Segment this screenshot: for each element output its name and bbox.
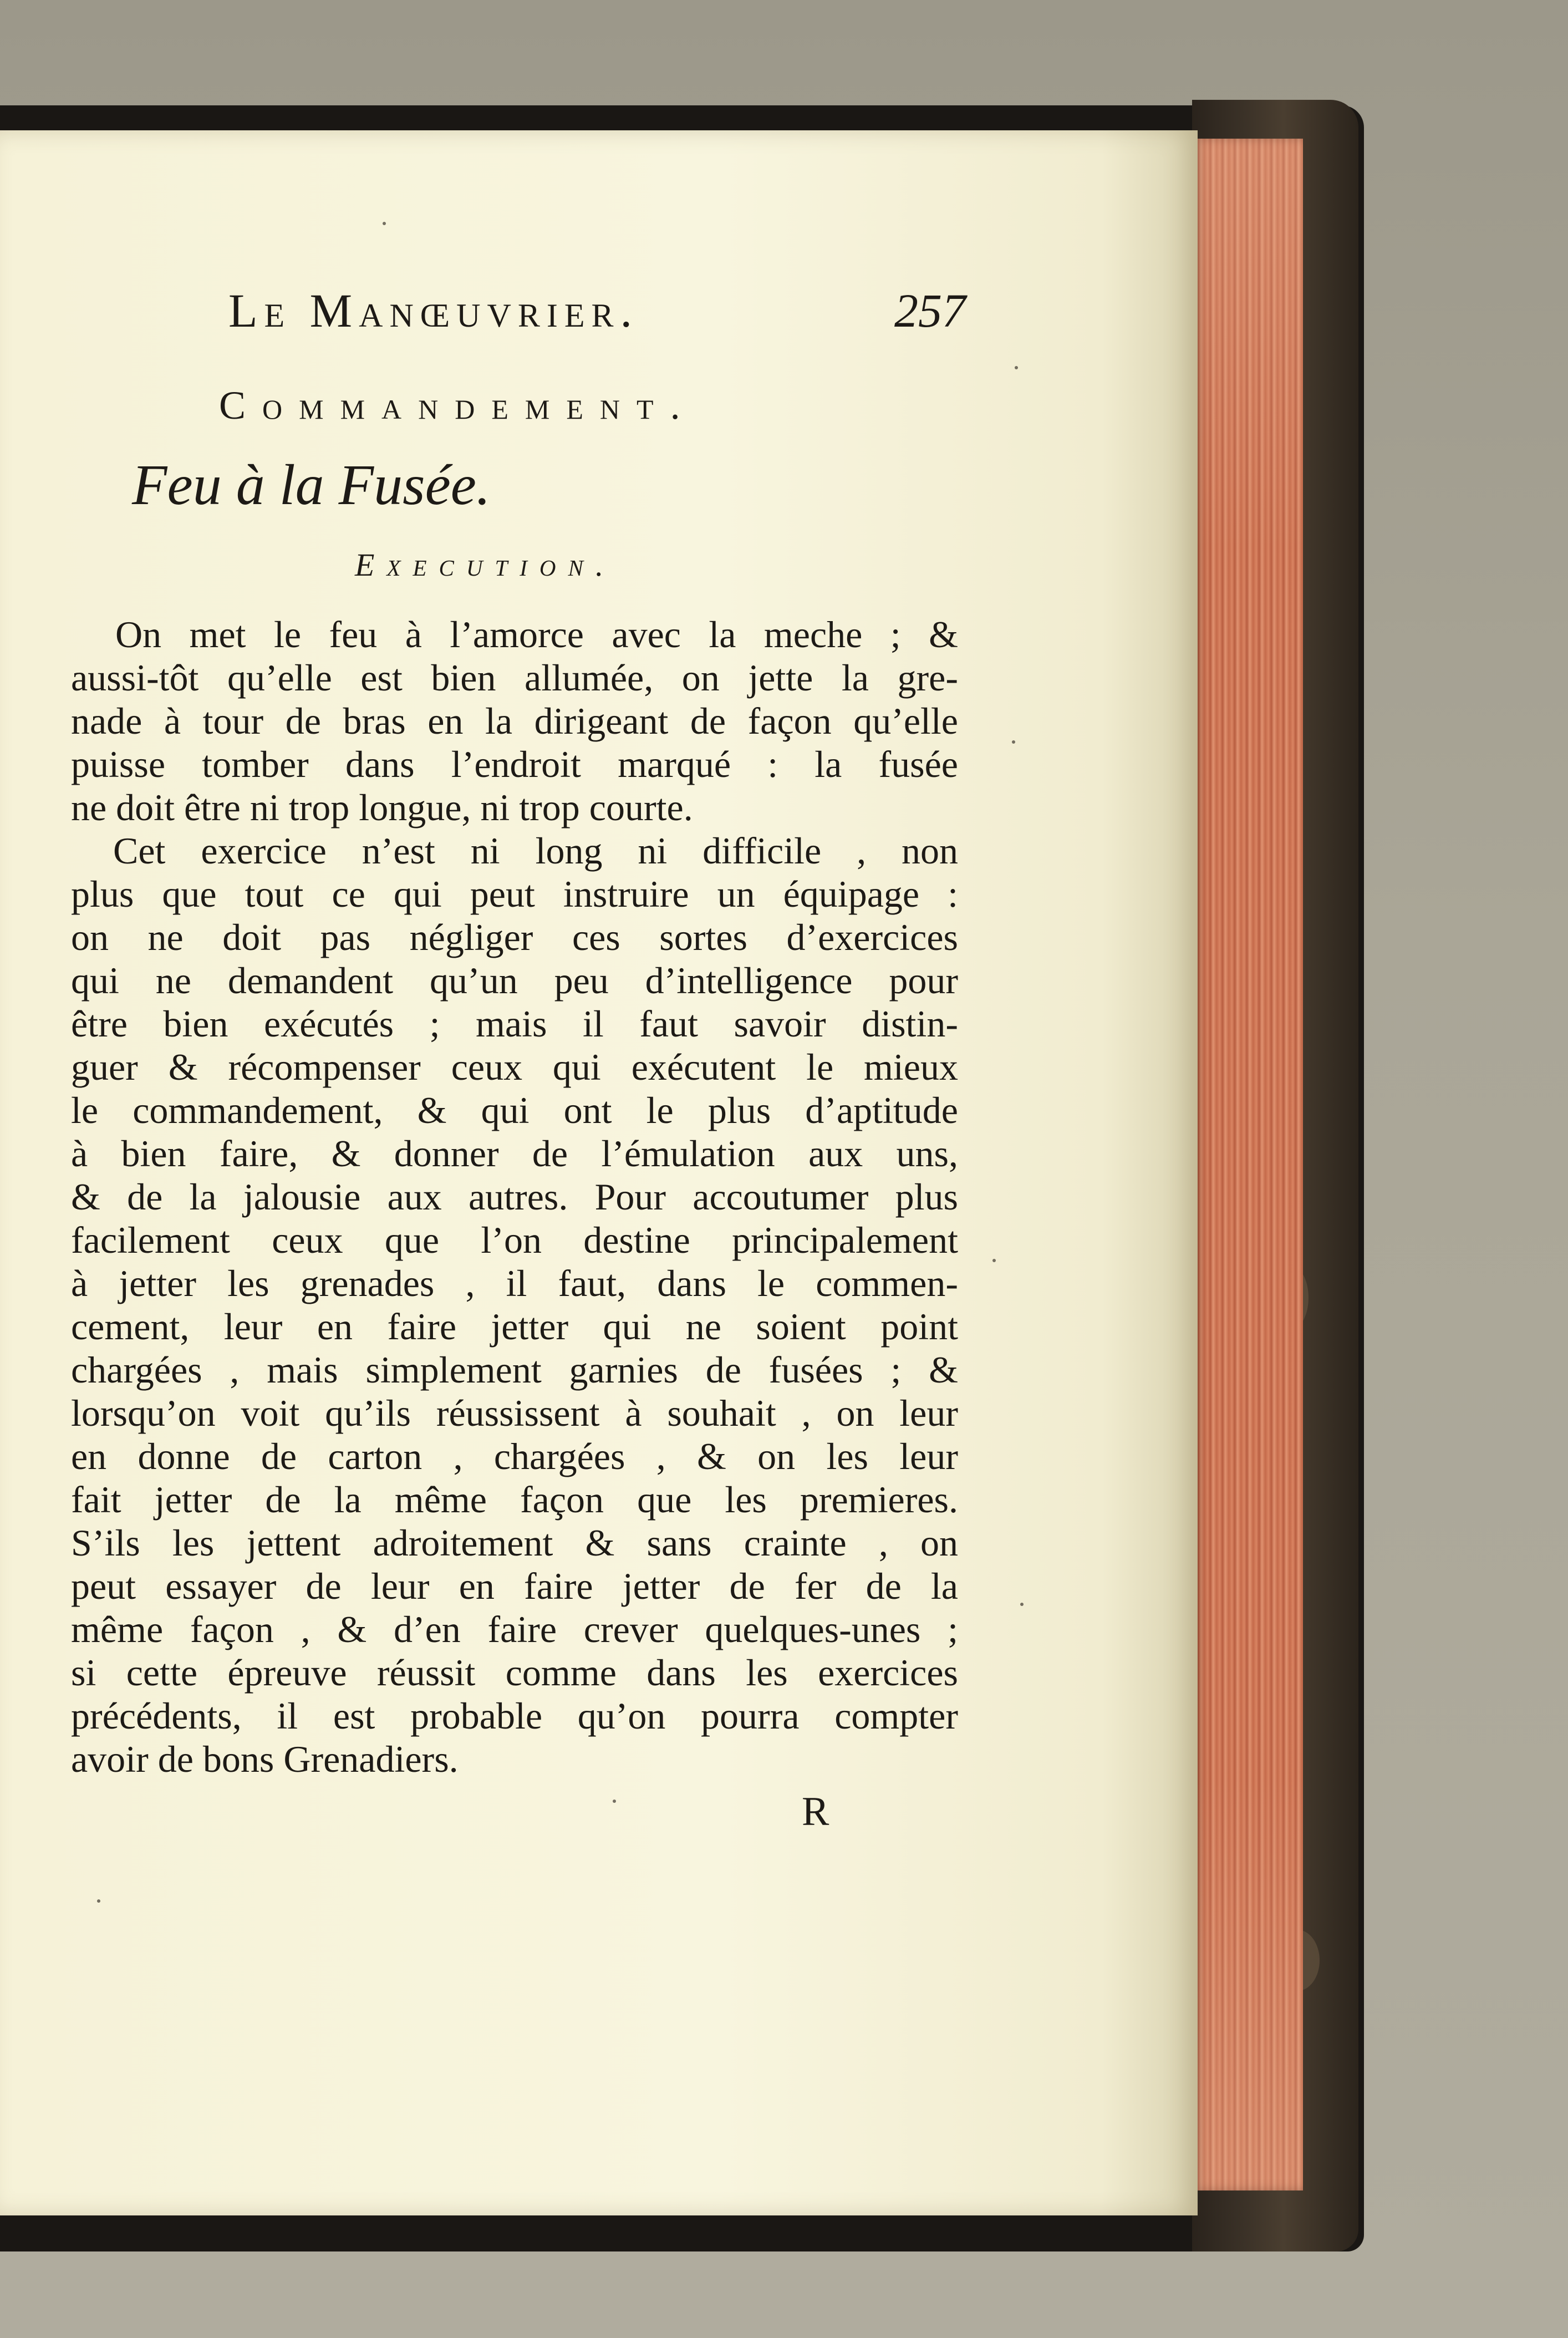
body-text (71, 613, 958, 1781)
text-line: aussi-tôt qu’elle est bien allumée, on jette la gre- (71, 657, 958, 699)
page-edges-red (1192, 139, 1303, 2190)
text-line: chargées , mais simplement garnies de fusées ; & (71, 1349, 958, 1391)
text-line: si cette épreuve réussit comme dans les exercices (71, 1651, 958, 1694)
text-line: qui ne demandent qu’un peu d’intelligence pour (71, 959, 958, 1002)
text-line: plus que tout ce qui peut instruire un équipage : (71, 873, 958, 915)
text-line: nade à tour de bras en la dirigeant de façon qu’elle (71, 700, 958, 742)
text-line: cement, leur en faire jetter qui ne soient point (71, 1305, 958, 1348)
text-line: peut essayer de leur en faire jetter de fer de la (71, 1565, 958, 1607)
text-line: précédents, il est probable qu’on pourra compter (71, 1695, 958, 1737)
paper-speck (1015, 366, 1018, 369)
text-line: on ne doit pas négliger ces sortes d’exercices (71, 916, 958, 958)
paper-speck (992, 1259, 996, 1262)
paper-speck (383, 222, 386, 225)
paper-speck (1020, 1603, 1024, 1606)
text-line: On met le feu à l’amorce avec la meche ; & (115, 613, 958, 655)
text-line: facilement ceux que l’on destine principalement (71, 1219, 958, 1261)
paper-speck (613, 1800, 616, 1803)
text-line: avoir de bons Grenadiers. (71, 1738, 459, 1780)
paper-speck (97, 1899, 100, 1903)
text-line: à bien faire, & donner de l’émulation aux uns, (71, 1132, 958, 1175)
text-line: S’ils les jettent adroitement & sans crainte , on (71, 1522, 958, 1564)
catchword: R (802, 1789, 829, 1834)
text-line: ne doit être ni trop longue, ni trop courte. (71, 786, 693, 829)
text-line: être bien exécutés ; mais il faut savoir distin- (71, 1003, 958, 1045)
command-text: Feu à la Fusée. (132, 453, 491, 517)
text-line: puisse tomber dans l’endroit marqué : la fusée (71, 743, 958, 785)
text-line: Cet exercice n’est ni long ni difficile , non (113, 830, 958, 872)
text-line: en donne de carton , chargées , & on les leur (71, 1435, 958, 1477)
running-title: Le Manœuvrier. (228, 284, 639, 337)
text-line: même façon , & d’en faire crever quelques-unes ; (71, 1608, 958, 1650)
text-line: & de la jalousie aux autres. Pour accoutumer plus (71, 1176, 958, 1218)
text-line: fait jetter de la même façon que les premieres. (71, 1478, 958, 1521)
heading-command: Commandement. (219, 383, 697, 428)
paper-speck (1012, 740, 1015, 744)
running-head (228, 283, 966, 344)
page-number: 257 (894, 284, 966, 337)
text-line: guer & récompenser ceux qui exécutent le mieux (71, 1046, 958, 1088)
text-line: à jetter les grenades , il faut, dans le commen- (71, 1262, 958, 1304)
heading-execution: Execution. (355, 547, 616, 583)
text-line: lorsqu’on voit qu’ils réussissent à souhait , on leur (71, 1392, 958, 1434)
text-line: le commandement, & qui ont le plus d’aptitude (71, 1089, 958, 1131)
